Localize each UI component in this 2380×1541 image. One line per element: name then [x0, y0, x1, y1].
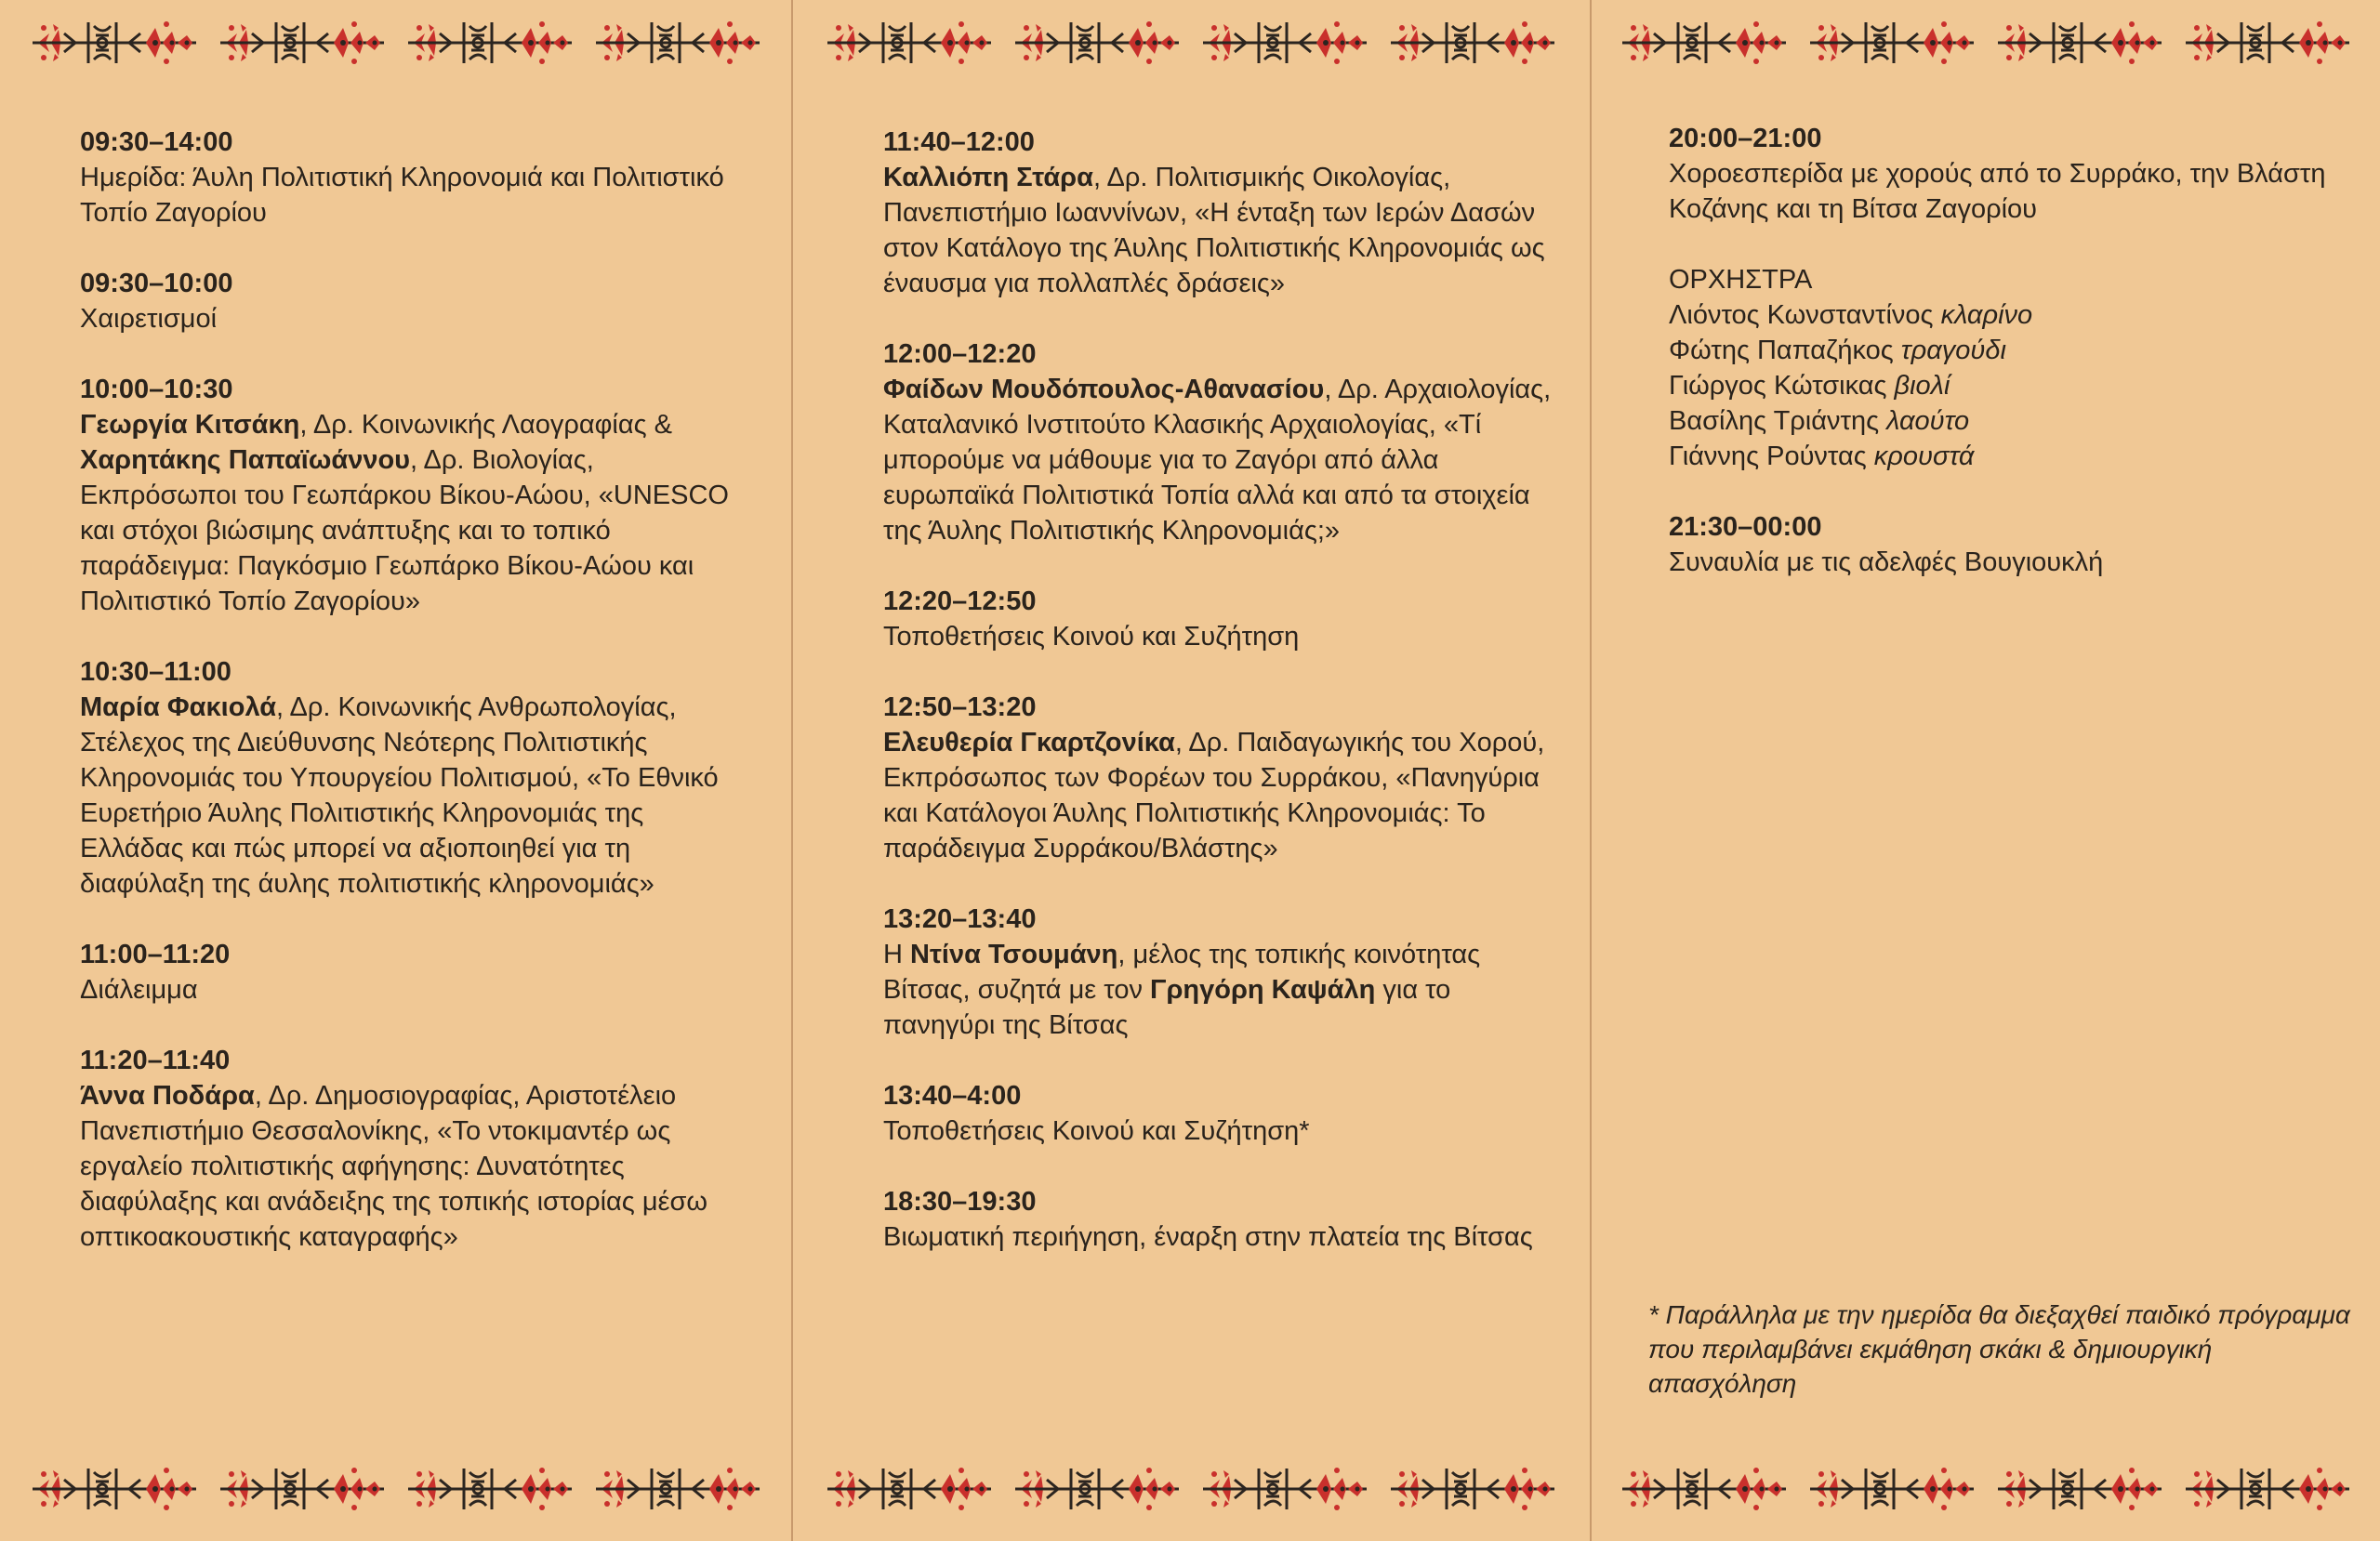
- schedule-list: [80, 125, 749, 1290]
- schedule-list: [1669, 121, 2338, 615]
- entry-text: [80, 690, 749, 902]
- ornament-border-top: [792, 15, 1590, 71]
- entry-text: Διάλειμμα: [80, 975, 198, 1005]
- entry-time: 21:30–00:00: [1669, 512, 1822, 542]
- folk-ornament-icon: [1013, 15, 1181, 71]
- entry-text: Χοροεσπερίδα με χορούς από το Συρράκο, την Βλάστη Κοζάνης και τη Βίτσα Ζαγορίου: [1669, 159, 2326, 224]
- schedule-entry: [883, 336, 1553, 548]
- musician-name: Βασίλης Τριάντης: [1669, 406, 1880, 436]
- folk-ornament-icon: [31, 1461, 198, 1517]
- speaker-name: Καλλιόπη Στάρα: [883, 163, 1093, 192]
- folk-ornament-icon: [1808, 15, 1976, 71]
- speaker-name: Ντίνα Τσουμάνη: [910, 940, 1118, 969]
- entry-text: Βιωματική περιήγηση, έναρξη στην πλατεία της Βίτσας: [883, 1222, 1533, 1252]
- entry-description: , Δρ. Κοινωνικής Λαογραφίας &: [299, 410, 673, 440]
- schedule-entry: [1669, 509, 2338, 580]
- entry-text: [883, 937, 1553, 1043]
- entry-time: 18:30–19:30: [883, 1187, 1037, 1217]
- speaker-name: Χαρητάκης Παπαϊωάννου: [80, 445, 411, 475]
- entry-description: , Δρ. Παιδαγωγικής του Χορού, Εκπρόσωπος των Φορέων του Συρράκου, «Πανηγύρια και Κατάλογοι Άυλης Πολιτιστικής Κληρονομιάς: Το παράδειγμα Συρράκου/Βλάστης»: [883, 728, 1545, 863]
- entry-time: 11:40–12:00: [883, 127, 1035, 157]
- column-right: [1591, 0, 2380, 1541]
- entry-description: , Δρ. Πολιτισμικής Οικολογίας, Πανεπιστήμιο Ιωαννίνων, «Η ένταξη των Ιερών Δασών στον Κατάλογο της Άυλης Πολιτιστικής Κληρονομιάς ως έναυσμα για πολλαπλές δράσεις»: [883, 163, 1545, 298]
- entry-text: [883, 160, 1553, 301]
- musician-name: Φώτης Παπαζήκος: [1669, 336, 1894, 365]
- folk-ornament-icon: [1201, 1461, 1368, 1517]
- ornament-border-top: [0, 15, 791, 71]
- folk-ornament-icon: [1389, 15, 1556, 71]
- schedule-list: [883, 125, 1553, 1290]
- schedule-entry: [883, 584, 1553, 654]
- entry-description: , μέλος της τοπικής κοινότητας Βίτσας, συζητά με τον: [883, 940, 1481, 1005]
- speaker-name: Ελευθερία Γκαρτζονίκα: [883, 728, 1175, 757]
- speaker-name: Άννα Ποδάρα: [80, 1081, 255, 1111]
- entry-time: 10:00–10:30: [80, 375, 233, 404]
- entry-description: , Δρ. Δημοσιογραφίας, Αριστοτέλειο Πανεπιστήμιο Θεσσαλονίκης, «Το ντοκιμαντέρ ως εργαλείο πολιτιστικής αφήγησης: Δυνατότητες διαφύλαξης και ανάδειξης της τοπικής ιστορίας μέσω οπτικοακουστικής καταγραφής»: [80, 1081, 708, 1252]
- folk-ornament-icon: [1620, 15, 1788, 71]
- folk-ornament-icon: [1996, 15, 2163, 71]
- entry-description: , Δρ. Κοινωνικής Ανθρωπολογίας, Στέλεχος της Διεύθυνσης Νεότερης Πολιτιστικής Κληρονομιάς του Υπουργείου Πολιτισμού, «Το Εθνικό Ευρετήριο Άυλης Πολιτιστικής Κληρονομιάς της Ελλάδας και πώς μπορεί να αξιοποιηθεί για τη διαφύλαξη της άυλης πολιτιστικής κληρονομιάς»: [80, 692, 719, 899]
- schedule-entry: [80, 1043, 749, 1255]
- folk-ornament-icon: [1013, 1461, 1181, 1517]
- entry-time: 09:30–10:00: [80, 269, 233, 298]
- ornament-border-bottom: [0, 1461, 791, 1517]
- orchestra-member: [1669, 403, 2338, 439]
- entry-time: 11:00–11:20: [80, 940, 231, 969]
- folk-ornament-icon: [2184, 15, 2351, 71]
- entry-text: Χαιρετισμοί: [80, 304, 218, 334]
- entry-time: 13:40–4:00: [883, 1081, 1022, 1111]
- entry-text: Τοποθετήσεις Κοινού και Συζήτηση: [883, 622, 1300, 652]
- folk-ornament-icon: [826, 15, 993, 71]
- column-middle: [792, 0, 1590, 1541]
- musician-instrument: κλαρίνο: [1940, 300, 2033, 330]
- schedule-entry: [80, 937, 749, 1008]
- entry-text: [80, 1078, 749, 1255]
- folk-ornament-icon: [1389, 1461, 1556, 1517]
- schedule-entry: [1669, 121, 2338, 227]
- orchestra-member: [1669, 333, 2338, 368]
- entry-text: [80, 407, 749, 619]
- folk-ornament-icon: [31, 15, 198, 71]
- entry-description: , Δρ. Αρχαιολογίας, Καταλανικό Ινστιτούτο Κλασικής Αρχαιολογίας, «Τί μπορούμε να μάθουμε για το Ζαγόρι από άλλα ευρωπαϊκά Πολιτιστικά Τοπία αλλά και από τα στοιχεία της Άυλης Πολιτιστικής Κληρονομιάς;»: [883, 375, 1552, 546]
- column-left: [0, 0, 791, 1541]
- entry-text: Τοποθετήσεις Κοινού και Συζήτηση*: [883, 1116, 1310, 1146]
- folk-ornament-icon: [218, 1461, 386, 1517]
- entry-time: 12:50–13:20: [883, 692, 1037, 722]
- entry-description: , Δρ. Βιολογίας, Εκπρόσωποι του Γεωπάρκου Βίκου-Αώου, «UNESCO και στόχοι βιώσιμης ανάπτυξης και το τοπικό παράδειγμα: Παγκόσμιο Γεωπάρκο Βίκου-Αώου και Πολιτιστικό Τοπίο Ζαγορίου»: [80, 445, 729, 616]
- entry-description: Η: [883, 940, 910, 969]
- speaker-name: Μαρία Φακιολά: [80, 692, 277, 722]
- footnote: * Παράλληλα με την ημερίδα θα διεξαχθεί παιδικό πρόγραμμα που περιλαμβάνει εκμάθηση σκάκι & δημιουργική απασχόληση: [1648, 1300, 2350, 1398]
- entry-text: Ημερίδα: Άυλη Πολιτιστική Κληρονομιά και Πολιτιστικό Τοπίο Ζαγορίου: [80, 163, 724, 228]
- entry-description: για το πανηγύρι της Βίτσας: [883, 975, 1451, 1040]
- folk-ornament-icon: [1620, 1461, 1788, 1517]
- entry-text: [883, 372, 1553, 548]
- speaker-name: Γρηγόρη Καψάλη: [1150, 975, 1376, 1005]
- orchestra-member: [1669, 439, 2338, 474]
- entry-time: 20:00–21:00: [1669, 124, 1822, 153]
- musician-instrument: λαούτο: [1886, 406, 1970, 436]
- musician-instrument: βιολί: [1894, 371, 1950, 401]
- entry-time: 13:20–13:40: [883, 904, 1037, 934]
- orchestra-heading: ΟΡΧΗΣΤΡΑ: [1669, 265, 1813, 295]
- schedule-entry: [883, 690, 1553, 866]
- folk-ornament-icon: [1808, 1461, 1976, 1517]
- schedule-entry: [883, 1078, 1553, 1149]
- speaker-name: Φαίδων Μουδόπουλος-Αθανασίου: [883, 375, 1325, 404]
- orchestra-member: [1669, 368, 2338, 403]
- musician-instrument: κρουστά: [1873, 441, 1975, 471]
- schedule-entry: [80, 125, 749, 230]
- schedule-entry: [883, 125, 1553, 301]
- schedule-entry: [883, 902, 1553, 1043]
- entry-time: 11:20–11:40: [80, 1046, 231, 1075]
- ornament-border-top: [1591, 15, 2380, 71]
- folk-ornament-icon: [826, 1461, 993, 1517]
- folk-ornament-icon: [2184, 1461, 2351, 1517]
- schedule-entry: [883, 1184, 1553, 1255]
- orchestra-block: [1669, 262, 2338, 474]
- entry-text: Συναυλία με τις αδελφές Βουγιουκλή: [1669, 547, 2104, 577]
- folk-ornament-icon: [406, 15, 574, 71]
- musician-instrument: τραγούδι: [1900, 336, 2006, 365]
- folk-ornament-icon: [406, 1461, 574, 1517]
- folk-ornament-icon: [1201, 15, 1368, 71]
- orchestra-member: [1669, 297, 2338, 333]
- ornament-border-bottom: [792, 1461, 1590, 1517]
- folk-ornament-icon: [218, 15, 386, 71]
- entry-text: [883, 725, 1553, 866]
- musician-name: Γιώργος Κώτσικας: [1669, 371, 1887, 401]
- speaker-name: Γεωργία Κιτσάκη: [80, 410, 300, 440]
- folk-ornament-icon: [1996, 1461, 2163, 1517]
- schedule-entry: [80, 266, 749, 336]
- folk-ornament-icon: [594, 15, 761, 71]
- folk-ornament-icon: [594, 1461, 761, 1517]
- ornament-border-bottom: [1591, 1461, 2380, 1517]
- entry-time: 12:00–12:20: [883, 339, 1037, 369]
- schedule-entry: [80, 654, 749, 902]
- musician-name: Λιόντος Κωνσταντίνος: [1669, 300, 1934, 330]
- musician-name: Γιάννης Ρούντας: [1669, 441, 1867, 471]
- schedule-entry: [80, 372, 749, 619]
- entry-time: 10:30–11:00: [80, 657, 231, 687]
- entry-time: 09:30–14:00: [80, 127, 233, 157]
- entry-time: 12:20–12:50: [883, 586, 1037, 616]
